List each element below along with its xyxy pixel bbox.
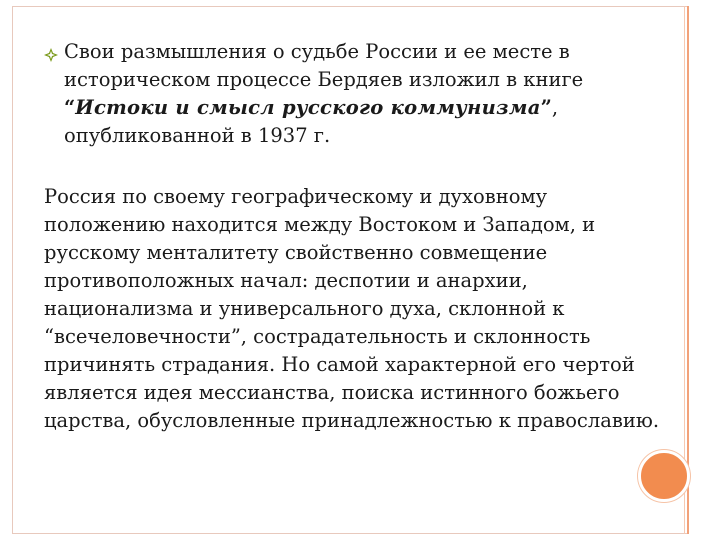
- bullet-text: Свои размышления о судьбе России и ее месте в историческом процессе Бердяев изложил в книге: [64, 40, 584, 91]
- diamond-bullet-icon: [44, 42, 58, 56]
- frame-top-line: [12, 6, 688, 7]
- frame-left-line: [12, 6, 13, 534]
- book-title: Истоки и смысл русского коммунизма: [75, 96, 541, 119]
- body-paragraph: Россия по своему географическому и духовному положению находится между Востоком и Западом, и русскому менталитету свойственно совмещение противоположных начал: деспотии и анархии, национализма и универсального духа, склонной к “всечеловечности”, сострадательность и склонность причинять страдания. Но самой характерной его чертой является идея мессианства, поиска истинного божьего царства, обусловленные принадлежностью к православию.: [44, 185, 660, 432]
- accent-rule: [687, 6, 689, 534]
- bullet-item: [44, 38, 664, 150]
- quote-open: “: [64, 96, 76, 119]
- accent-rule-inner: [684, 6, 685, 534]
- accent-circle: [638, 450, 690, 502]
- frame-bottom-line: [12, 533, 688, 534]
- slide-content: [44, 38, 664, 435]
- quote-close: ”: [540, 96, 552, 119]
- bullet-text-end: , опубликованной в 1937 г.: [64, 96, 559, 147]
